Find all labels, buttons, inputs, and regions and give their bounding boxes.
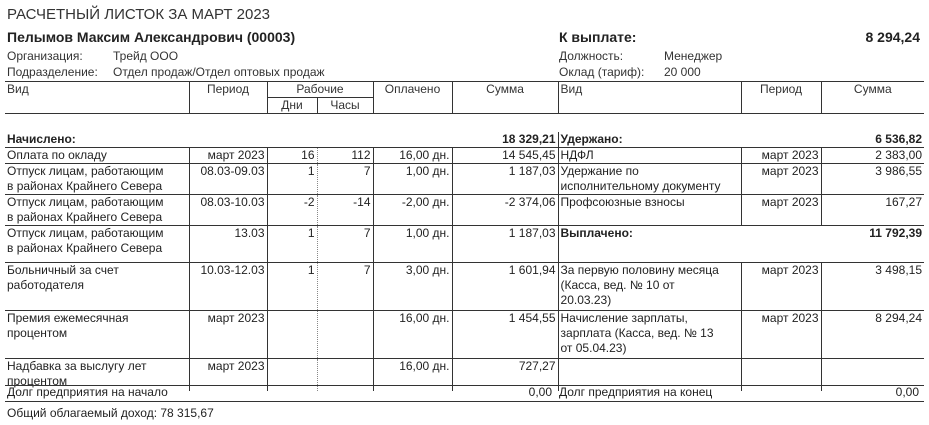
deduction-sum: 167,27 (821, 194, 924, 225)
earning-type-line: в районах Крайнего Севера (7, 209, 163, 224)
col-sum: Сумма (452, 82, 558, 114)
col-period-right: Период (741, 82, 821, 114)
deduction-type-line: 20.03.23) (560, 292, 612, 307)
earning-paid: 1,00 дн. (373, 225, 452, 262)
earning-paid: 16,00 дн. (373, 310, 452, 358)
table-row (5, 194, 924, 225)
deduction-type (558, 163, 741, 194)
earning-type (5, 310, 189, 358)
accrued-total: 18 329,21 (502, 131, 556, 146)
col-vid-right: Вид (558, 82, 741, 114)
position-label: Должность: (559, 49, 624, 63)
payout-value: 8 294,24 (865, 29, 920, 45)
deduction-type (558, 147, 741, 163)
paid-out-total: 11 792,39 (821, 225, 924, 262)
earning-type-line: Больничный за счет (7, 262, 119, 277)
deduction-type-line: (Касса, вед. № 10 от (560, 277, 675, 292)
col-sum-right: Сумма (821, 82, 924, 114)
deduction-sum: 8 294,24 (821, 310, 924, 358)
earning-type-line: Оплата по окладу (7, 147, 107, 162)
earning-period: 13.03 (189, 225, 267, 262)
org-label: Организация: (7, 49, 83, 63)
col-period: Период (189, 82, 267, 114)
spacer-row (5, 114, 924, 132)
paid-out-label: Выплачено: (558, 225, 821, 262)
earning-sum: 727,27 (452, 358, 558, 391)
table-row (5, 225, 924, 262)
debt-end-value: 0,00 (895, 385, 919, 399)
earning-type-line: процентом (7, 325, 68, 340)
earning-days: -2 (267, 194, 317, 225)
payslip-table (5, 81, 924, 391)
deduction-type (558, 262, 741, 310)
earning-paid: 3,00 дн. (373, 262, 452, 310)
debt-end-label: Долг предприятия на конец (559, 385, 713, 399)
withheld-total: 6 536,82 (875, 131, 923, 146)
table-body (5, 82, 924, 392)
deduction-type-line: НДФЛ (560, 147, 594, 162)
deduction-sum: 3 986,55 (821, 163, 924, 194)
deduction-period: март 2023 (741, 163, 821, 194)
salary-label: Оклад (тариф): (559, 65, 645, 79)
deduction-type-line: от 05.04.23) (560, 340, 627, 355)
payout-label: К выплате: (559, 29, 637, 45)
earning-hours (317, 310, 373, 358)
earning-type-line: Премия ежемесячная (7, 310, 129, 325)
earning-hours: 7 (317, 262, 373, 310)
earning-type (5, 163, 189, 194)
earning-paid: -2,00 дн. (373, 194, 452, 225)
earning-days (267, 310, 317, 358)
earning-type-line: Надбавка за выслугу лет (7, 358, 147, 373)
earning-period: март 2023 (189, 147, 267, 163)
col-days: Дни (267, 98, 317, 114)
table-header-row (5, 82, 924, 98)
earning-type (5, 262, 189, 310)
dept-value: Отдел продаж/Отдел оптовых продаж (113, 65, 325, 79)
earning-sum: 1 187,03 (452, 225, 558, 262)
deduction-type-line: зарплата (Касса, вед. № 13 (560, 325, 714, 340)
earning-days: 1 (267, 262, 317, 310)
earning-type (5, 194, 189, 225)
taxable-income: Общий облагаемый доход: 78 315,67 (7, 406, 214, 420)
earning-sum: 1 601,94 (452, 262, 558, 310)
withheld-label: Удержано: (558, 132, 821, 148)
earning-hours (317, 358, 373, 391)
deduction-period: март 2023 (741, 194, 821, 225)
earning-days: 1 (267, 163, 317, 194)
deduction-type-line: За первую половину месяца (560, 262, 719, 277)
deduction-period: март 2023 (741, 147, 821, 163)
payslip-title: РАСЧЕТНЫЙ ЛИСТОК ЗА МАРТ 2023 (7, 6, 271, 23)
col-work: Рабочие (267, 82, 373, 98)
earning-hours: 7 (317, 225, 373, 262)
deduction-sum: 3 498,15 (821, 262, 924, 310)
earning-type-line: в районах Крайнего Севера (7, 240, 163, 255)
table-row (5, 262, 924, 310)
col-paid: Оплачено (373, 82, 452, 114)
position-value: Менеджер (664, 49, 723, 63)
footer-bottom-divider (5, 401, 924, 402)
totals-row (5, 132, 924, 148)
earning-sum: 1 187,03 (452, 163, 558, 194)
deduction-sum: 2 383,00 (821, 147, 924, 163)
debt-start-value: 0,00 (528, 385, 552, 399)
accrued-label: Начислено: (7, 131, 76, 146)
deduction-type-line: Начисление зарплаты, (560, 310, 688, 325)
dept-label: Подразделение: (7, 65, 98, 79)
deduction-type-line: исполнительному документу (560, 178, 721, 193)
earning-type-line: Отпуск лицам, работающим (7, 225, 164, 240)
earning-sum: -2 374,06 (452, 194, 558, 225)
deduction-period: март 2023 (741, 310, 821, 358)
col-hours: Часы (317, 98, 373, 114)
deduction-type-line: Профсоюзные взносы (560, 194, 685, 209)
deduction-type-line: Удержание по (560, 163, 639, 178)
earning-days: 16 (267, 147, 317, 163)
empty-cell (741, 358, 821, 391)
earning-paid: 16,00 дн. (373, 147, 452, 163)
salary-value: 20 000 (664, 65, 701, 79)
earning-type-line: в районах Крайнего Севера (7, 178, 163, 193)
col-vid: Вид (5, 82, 189, 114)
debt-start-label: Долг предприятия на начало (7, 385, 168, 399)
earning-type-line: Отпуск лицам, работающим (7, 194, 164, 209)
earning-type (5, 225, 189, 262)
earning-type-line: работодателя (7, 277, 84, 292)
earning-days (267, 358, 317, 391)
earning-hours: 112 (317, 147, 373, 163)
earning-type (5, 147, 189, 163)
earning-type-line: Отпуск лицам, работающим (7, 163, 164, 178)
earning-days: 1 (267, 225, 317, 262)
deduction-type (558, 310, 741, 358)
earning-period: март 2023 (189, 358, 267, 391)
deduction-period: март 2023 (741, 262, 821, 310)
org-value: Трейд ООО (113, 49, 179, 63)
earning-period: 10.03-12.03 (189, 262, 267, 310)
table-row (5, 147, 924, 163)
earning-paid: 16,00 дн. (373, 358, 452, 391)
earning-sum: 1 454,55 (452, 310, 558, 358)
earning-period: 08.03-10.03 (189, 194, 267, 225)
earning-type-line: процентом (7, 373, 68, 388)
earning-period: 08.03-09.03 (189, 163, 267, 194)
table-row (5, 163, 924, 194)
earning-hours: -14 (317, 194, 373, 225)
earning-paid: 1,00 дн. (373, 163, 452, 194)
table-row (5, 310, 924, 358)
deduction-type (558, 194, 741, 225)
earning-hours: 7 (317, 163, 373, 194)
employee-name: Пелымов Максим Александрович (00003) (7, 29, 296, 45)
earning-period: март 2023 (189, 310, 267, 358)
earning-sum: 14 545,45 (452, 147, 558, 163)
